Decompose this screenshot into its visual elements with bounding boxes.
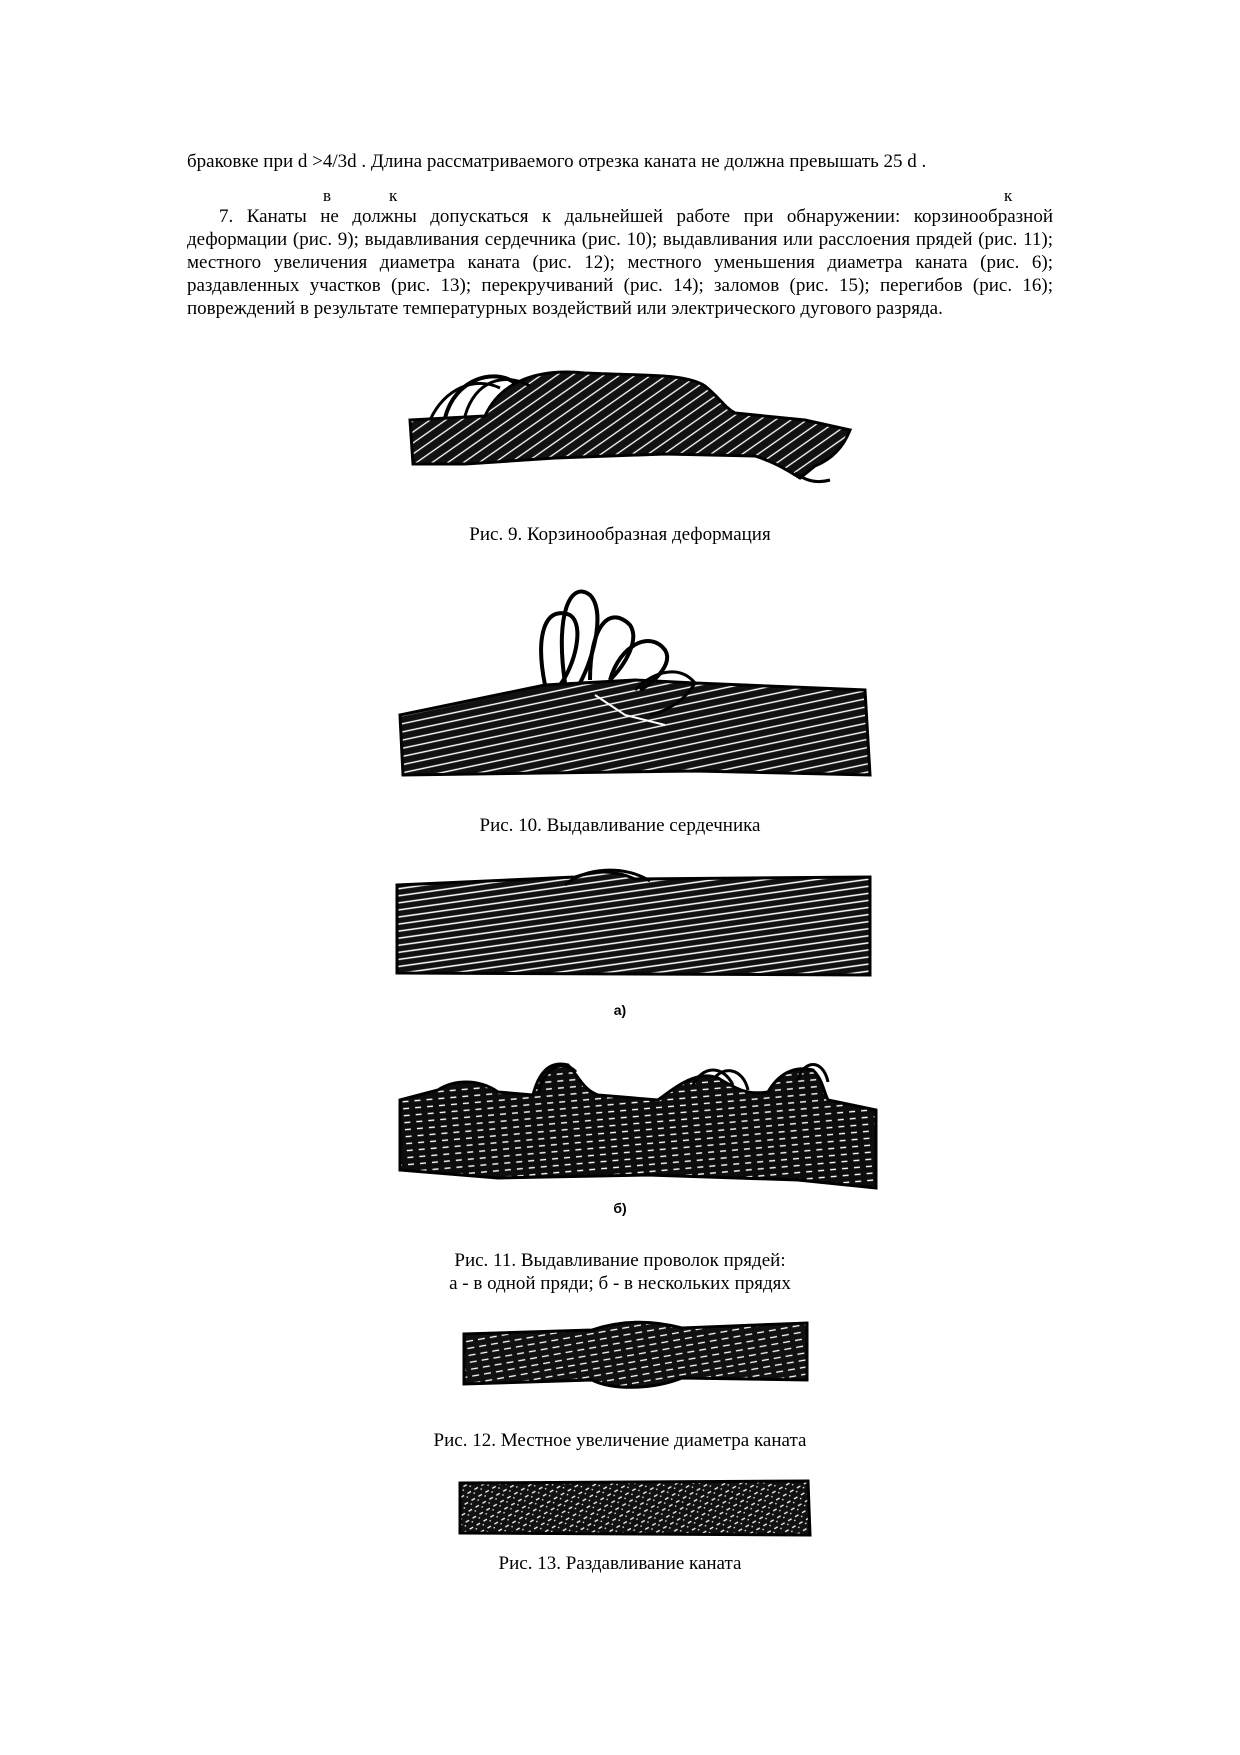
figure-13-caption: Рис. 13. Раздавливание каната xyxy=(498,1553,742,1574)
subscript-k: к xyxy=(389,186,398,205)
figure-9-caption: Рис. 9. Корзинообразная деформация xyxy=(469,524,771,545)
figure-11-caption-line1: Рис. 11. Выдавливание проволок прядей: xyxy=(454,1250,786,1271)
figure-11b-label: б) xyxy=(613,1200,627,1216)
figure-12-caption: Рис. 12. Местное увеличение диаметра каната xyxy=(433,1430,807,1451)
subscript-v: в xyxy=(323,186,332,205)
figure-9-basket-deformation xyxy=(405,368,855,498)
figure-12-diameter-increase xyxy=(462,1318,812,1393)
figure-13-crushing xyxy=(458,1477,813,1539)
figure-11a-single-strand xyxy=(395,865,875,980)
figure-10-core-extrusion xyxy=(395,575,875,785)
text-line-brakovka: браковке при d >4/3d . Длина рассматриваемого отрезка каната не должна превышать 25 d . xyxy=(187,151,927,172)
figure-11a-label: а) xyxy=(613,1002,627,1018)
figure-10-caption: Рис. 10. Выдавливание сердечника xyxy=(479,815,761,836)
figure-11-caption-line2: а - в одной пряди; б - в нескольких прядях xyxy=(449,1273,791,1294)
subscript-k-2: к xyxy=(1004,186,1013,205)
figure-11b-several-strands xyxy=(398,1050,878,1190)
paragraph-7: 7. Канаты не должны допускаться к дальнейшей работе при обнаружении: корзинообразной деформации (рис. 9); выдавливания сердечника (рис. 10); выдавливания или расслоения прядей (рис. 11); местного увеличения диаметра каната (рис. 12); местного уменьшения диаметра каната (рис. 6); раздавленных участков (рис. 13); перекручиваний (рис. 14); заломов (рис. 15); перегибов (рис. 16); повреждений в результате температурных воздействий или электрического дугового разряда. xyxy=(187,206,1053,319)
